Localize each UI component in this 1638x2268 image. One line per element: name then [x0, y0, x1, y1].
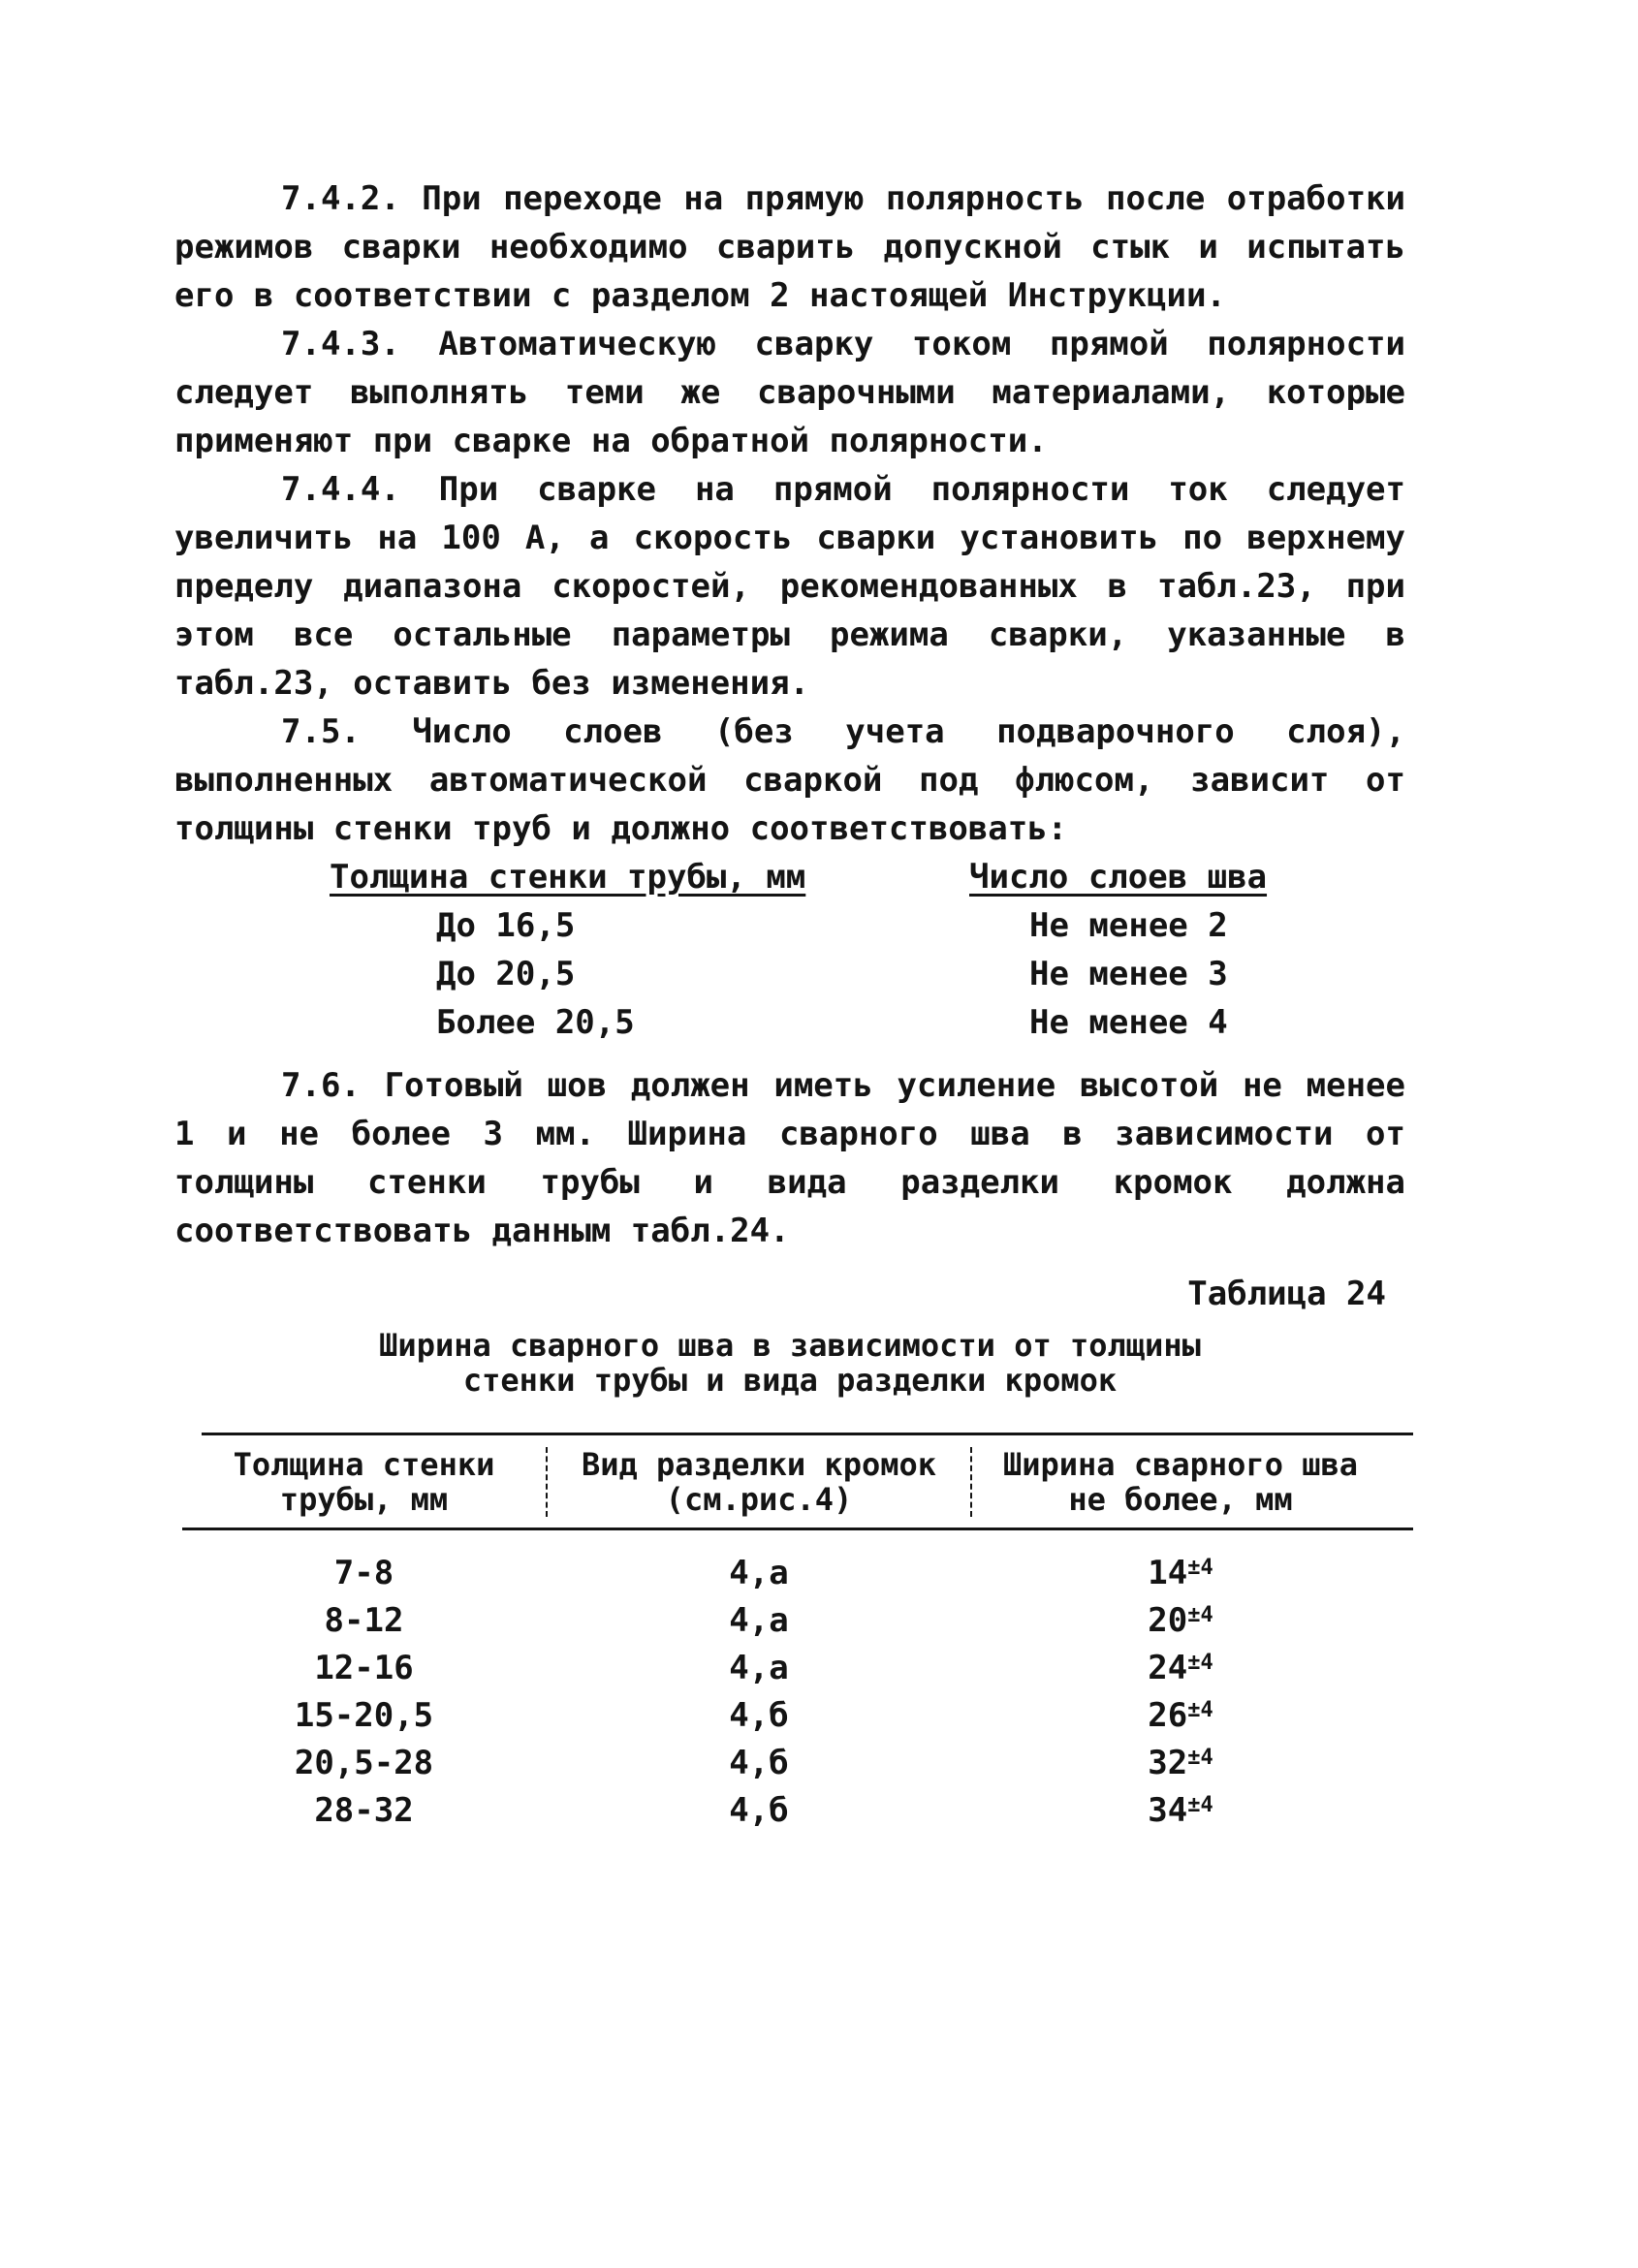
width-value: 14 [1148, 1554, 1188, 1592]
table-row [182, 1740, 1413, 1787]
header-layers: Число слоев шва [969, 858, 1268, 897]
paragraph-7-6: 7.6. Готовый шов должен иметь усиление высотой не менее 1 и не более 3 мм. Ширина сварного шва в зависимости от толщины стенки трубы и вида разделки кромок должна соответствовать данным табл.24. [174, 1066, 1405, 1250]
cell-width [972, 1740, 1389, 1787]
cell-edge-type: 4,а [729, 1554, 789, 1592]
cell-width [972, 1787, 1389, 1835]
table-row [182, 1550, 1413, 1597]
cell-edge-type: 4,б [729, 1744, 789, 1782]
thickness-cell: До 16,5 [436, 906, 576, 945]
layers-table-header [330, 853, 1299, 901]
table-body [182, 1530, 1413, 1835]
layers-cell: Не менее 4 [1029, 1003, 1228, 1042]
layers-table-row [330, 950, 1299, 998]
header-thickness: Толщина стенки трубы, мм [330, 858, 806, 897]
layers-table [330, 853, 1299, 1047]
column-header-thickness [182, 1447, 546, 1517]
tolerance: ±4 [1187, 1651, 1213, 1675]
column-header-width [972, 1447, 1389, 1517]
width-value: 24 [1148, 1649, 1188, 1687]
table-row [182, 1645, 1413, 1692]
table-label: Таблица 24 [1187, 1275, 1386, 1313]
tolerance: ±4 [1187, 1556, 1213, 1580]
tolerance: ±4 [1187, 1698, 1213, 1722]
cell-width [972, 1597, 1389, 1645]
width-value: 32 [1148, 1744, 1188, 1782]
table-title-line: Ширина сварного шва в зависимости от толщины [379, 1327, 1201, 1364]
header-line: Вид разделки кромок [581, 1445, 937, 1483]
header-line: трубы, мм [279, 1480, 449, 1518]
table-header [182, 1435, 1413, 1528]
cell-edge-type: 4,а [729, 1601, 789, 1640]
layers-cell: Не менее 3 [1029, 955, 1228, 993]
cell-thickness: 8-12 [324, 1601, 404, 1640]
layers-cell: Не менее 2 [1029, 906, 1228, 945]
tolerance: ±4 [1187, 1603, 1213, 1627]
cell-thickness: 15-20,5 [294, 1696, 434, 1735]
width-value: 34 [1148, 1791, 1188, 1830]
layers-table-row [330, 901, 1299, 950]
cell-width [972, 1645, 1389, 1692]
cell-thickness: 7-8 [333, 1554, 394, 1592]
header-line: не более, мм [1068, 1480, 1293, 1518]
paragraph-7-4-2: 7.4.2. При переходе на прямую полярность после отработки режимов сварки необходимо сварить допускной стык и испытать его в соответствии с разделом 2 настоящей Инструкции. [174, 179, 1405, 315]
cell-thickness: 28-32 [314, 1791, 414, 1830]
table-row [182, 1787, 1413, 1835]
header-line: (см.рис.4) [665, 1480, 853, 1518]
width-value: 20 [1148, 1601, 1188, 1640]
header-line: Толщина стенки [233, 1445, 495, 1483]
table-row [182, 1597, 1413, 1645]
cell-width [972, 1550, 1389, 1597]
cell-width [972, 1692, 1389, 1740]
table-title [174, 1328, 1405, 1398]
cell-edge-type: 4,б [729, 1791, 789, 1830]
tolerance: ±4 [1187, 1746, 1213, 1770]
cell-thickness: 12-16 [314, 1649, 414, 1687]
cell-edge-type: 4,б [729, 1696, 789, 1735]
layers-table-row [330, 998, 1299, 1047]
column-header-edge-type [546, 1447, 972, 1517]
table-24 [182, 1433, 1413, 1835]
paragraph-7-5: 7.5. Число слоев (без учета подварочного слоя), выполненных автоматической сваркой под флюсом, зависит от толщины стенки труб и должно соответствовать: [174, 712, 1405, 848]
width-value: 26 [1148, 1696, 1188, 1735]
thickness-cell: Более 20,5 [436, 1003, 635, 1042]
thickness-cell: До 20,5 [436, 955, 576, 993]
tolerance: ±4 [1187, 1793, 1213, 1817]
cell-edge-type: 4,а [729, 1649, 789, 1687]
header-line: Ширина сварного шва [1002, 1445, 1359, 1483]
table-title-line: стенки трубы и вида разделки кромок [462, 1362, 1118, 1399]
paragraph-7-4-4: 7.4.4. При сварке на прямой полярности ток следует увеличить на 100 А, а скорость сварки установить по верхнему пределу диапазона скоростей, рекомендованных в табл.23, при этом все остальные параметры режима сварки, указанные в табл.23, оставить без изменения. [174, 470, 1405, 703]
cell-thickness: 20,5-28 [294, 1744, 434, 1782]
paragraph-7-4-3: 7.4.3. Автоматическую сварку током прямой полярности следует выполнять теми же сварочными материалами, которые применяют при сварке на обратной полярности. [174, 325, 1405, 460]
table-row [182, 1692, 1413, 1740]
